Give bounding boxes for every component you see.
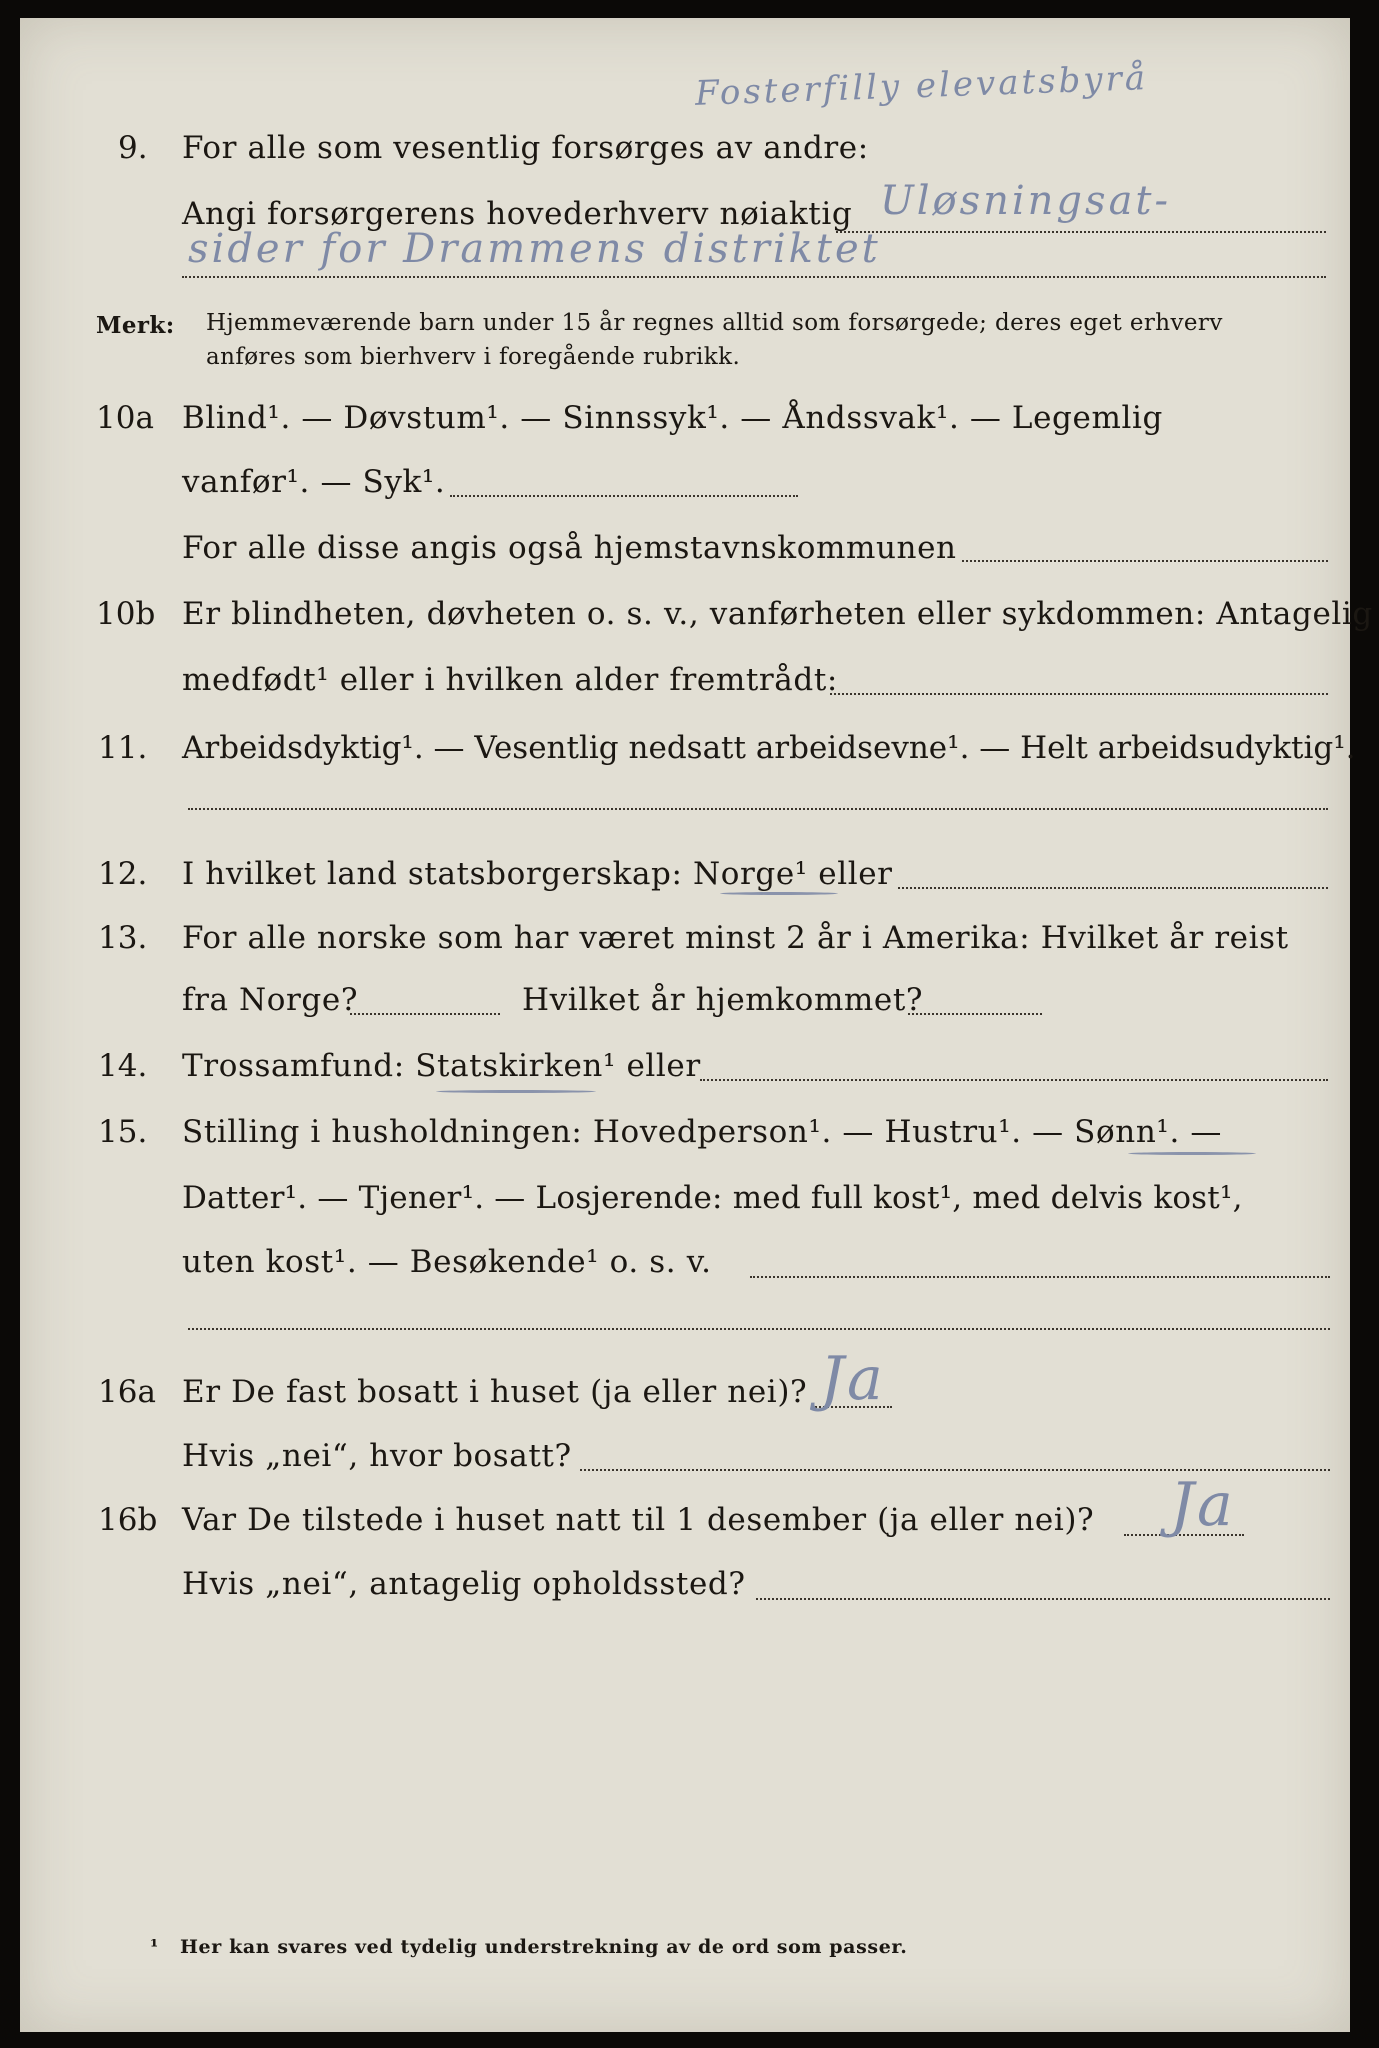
q15-answer-line-1 — [750, 1276, 1330, 1278]
q13-reist-line — [350, 1013, 500, 1015]
handwritten-q16b-answer: Ja — [1170, 1470, 1236, 1540]
q10a-line-1: Blind¹. — Døvstum¹. — Sinnssyk¹. — Åndssvak¹. — Legemlig — [182, 400, 1163, 436]
q13-line-1: For alle norske som har været minst 2 år i Amerika: Hvilket år reist — [182, 920, 1289, 956]
q12-answer-line — [898, 887, 1328, 889]
footnote-mark: ¹ — [150, 1936, 159, 1958]
question-number-12: 12. — [98, 856, 148, 892]
q9-line-2: Angi forsørgerens hovederhverv nøiaktig — [182, 196, 853, 232]
handwritten-q9-answer-2: sider for Drammens distriktet — [188, 226, 881, 272]
q14-line-1: Trossamfund: Statskirken¹ eller — [182, 1048, 701, 1084]
q10a-line-2: vanfør¹. — Syk¹. — [182, 464, 446, 500]
q13-hjemkommet-line — [908, 1013, 1042, 1015]
question-number-11: 11. — [98, 730, 148, 766]
question-number-16a: 16a — [98, 1374, 156, 1410]
footnote-text: Her kan svares ved tydelig understrekning av de ord som passer. — [180, 1936, 908, 1958]
question-number-16b: 16b — [98, 1502, 158, 1538]
handwritten-q9-answer-1: Uløsningsat- — [880, 178, 1171, 224]
q9-answer-line-2 — [182, 276, 1326, 278]
q14-answer-line — [700, 1079, 1328, 1081]
sonn-underline — [1128, 1152, 1256, 1155]
q9-line-1: For alle som vesentlig forsørges av andre: — [182, 130, 869, 166]
handwritten-top-note: Fosterfilly elevatsbyrå — [694, 58, 1149, 114]
q16b-line-2: Hvis „nei“, antagelig opholdssted? — [182, 1566, 746, 1602]
q15-line-1: Stilling i husholdningen: Hovedperson¹. — Hustru¹. — Sønn¹. — — [182, 1114, 1222, 1150]
q10b-line-1: Er blindheten, døvheten o. s. v., vanførheten eller sykdommen: Antagelig — [182, 596, 1373, 632]
q10a-line-3: For alle disse angis også hjemstavnskommunen — [182, 530, 957, 566]
q16a-line-1: Er De fast bosatt i huset (ja eller nei)? — [182, 1374, 808, 1410]
q9-answer-line-1 — [836, 231, 1326, 233]
merk-label: Merk: — [96, 312, 175, 339]
merk-line-2: anføres som bierhverv i foregående rubrikk. — [206, 344, 741, 370]
q10a-hjemstavn-line — [962, 560, 1328, 562]
q10b-answer-line — [830, 693, 1328, 695]
norge-underline — [720, 892, 838, 895]
q16b-line-1: Var De tilstede i huset natt til 1 desember (ja eller nei)? — [182, 1502, 1095, 1538]
census-form-page — [20, 18, 1373, 2032]
question-number-13: 13. — [98, 920, 148, 956]
q15-line-3: uten kost¹. — Besøkende¹ o. s. v. — [182, 1244, 712, 1280]
q12-line-1: I hvilket land statsborgerskap: Norge¹ eller — [182, 856, 893, 892]
q10b-line-2: medfødt¹ eller i hvilken alder fremtrådt: — [182, 662, 838, 698]
handwritten-q16a-answer: Ja — [820, 1344, 886, 1414]
q15-answer-line-2 — [188, 1328, 1330, 1330]
statskirken-underline — [436, 1090, 596, 1093]
q16a-line-2: Hvis „nei“, hvor bosatt? — [182, 1438, 572, 1474]
q13-line-2b: Hvilket år hjemkommet? — [522, 982, 924, 1018]
question-number-9: 9. — [118, 130, 148, 166]
question-number-10a: 10a — [96, 400, 154, 436]
q10a-answer-line — [450, 495, 798, 497]
q15-line-2: Datter¹. — Tjener¹. — Losjerende: med full kost¹, med delvis kost¹, — [182, 1180, 1243, 1216]
question-number-10b: 10b — [96, 596, 156, 632]
question-number-15: 15. — [98, 1114, 148, 1150]
q16b-opholdssted-line — [756, 1598, 1330, 1600]
q11-answer-line — [188, 808, 1328, 810]
merk-line-1: Hjemmeværende barn under 15 år regnes alltid som forsørgede; deres eget erhverv — [206, 310, 1223, 336]
q11-line-1: Arbeidsdyktig¹. — Vesentlig nedsatt arbeidsevne¹. — Helt arbeidsudyktig¹. — [182, 730, 1356, 766]
question-number-14: 14. — [98, 1048, 148, 1084]
q13-line-2a: fra Norge? — [182, 982, 359, 1018]
